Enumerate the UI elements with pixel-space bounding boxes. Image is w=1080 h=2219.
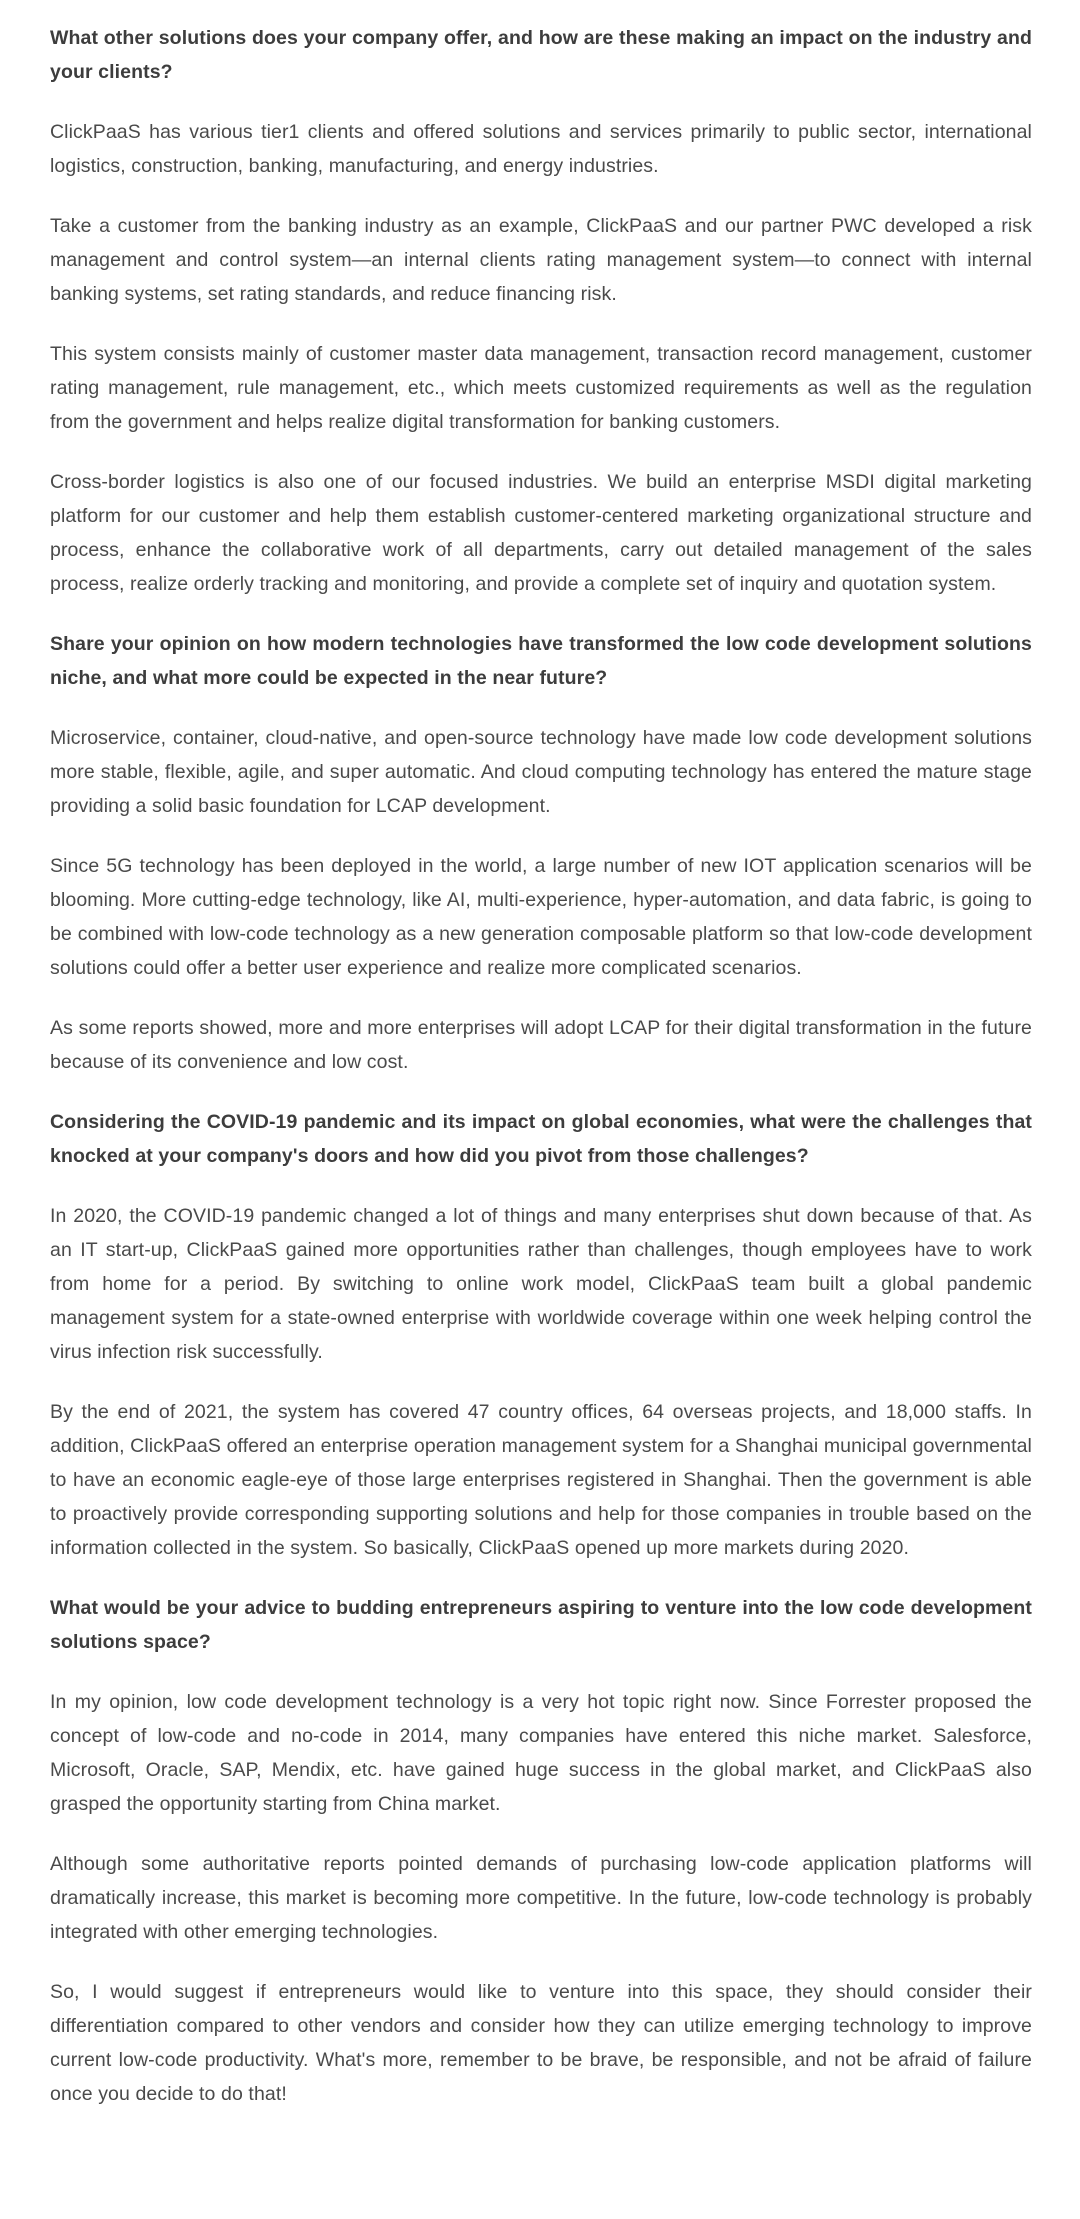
answer-paragraph: This system consists mainly of customer master data management, transaction record management, customer rating management, rule management, etc., which meets customized requirements as well as the regulation from the government and helps realize digital transformation for banking customers. bbox=[50, 343, 1032, 433]
answer-paragraph: Microservice, container, cloud-native, and open-source technology have made low code development solutions more stable, flexible, agile, and super automatic. And cloud computing technology has entered the mature stage providing a solid basic foundation for LCAP development. bbox=[50, 727, 1032, 817]
question-heading: What would be your advice to budding entrepreneurs aspiring to venture into the low code development solutions space? bbox=[50, 1597, 1032, 1653]
question-heading: What other solutions does your company offer, and how are these making an impact on the industry and your clients? bbox=[50, 27, 1032, 83]
answer-paragraph: ClickPaaS has various tier1 clients and offered solutions and services primarily to public sector, international logistics, construction, banking, manufacturing, and energy industries. bbox=[50, 121, 1032, 177]
answer-paragraph: In 2020, the COVID-19 pandemic changed a lot of things and many enterprises shut down because of that. As an IT start-up, ClickPaaS gained more opportunities rather than challenges, though employees have to work from home for a period. By switching to online work model, ClickPaaS team built a global pandemic management system for a state-owned enterprise with worldwide coverage within one week helping control the virus infection risk successfully. bbox=[50, 1205, 1032, 1363]
answer-paragraph: So, I would suggest if entrepreneurs would like to venture into this space, they should consider their differentiation compared to other vendors and consider how they can utilize emerging technology to improve current low-code productivity. What's more, remember to be brave, be responsible, and not be afraid of failure once you decide to do that! bbox=[50, 1981, 1032, 2105]
answer-paragraph: Although some authoritative reports pointed demands of purchasing low-code application platforms will dramatically increase, this market is becoming more competitive. In the future, low-code technology is probably integrated with other emerging technologies. bbox=[50, 1853, 1032, 1943]
question-heading: Considering the COVID-19 pandemic and its impact on global economies, what were the challenges that knocked at your company's doors and how did you pivot from those challenges? bbox=[50, 1111, 1032, 1167]
answer-paragraph: Cross-border logistics is also one of our focused industries. We build an enterprise MSDI digital marketing platform for our customer and help them establish customer-centered marketing organizational structure and process, enhance the collaborative work of all departments, carry out detailed management of the sales process, realize orderly tracking and monitoring, and provide a complete set of inquiry and quotation system. bbox=[50, 471, 1032, 595]
question-heading: Share your opinion on how modern technologies have transformed the low code development solutions niche, and what more could be expected in the near future? bbox=[50, 633, 1032, 689]
answer-paragraph: By the end of 2021, the system has covered 47 country offices, 64 overseas projects, and 18,000 staffs. In addition, ClickPaaS offered an enterprise operation management system for a Shanghai municipal governmental to have an economic eagle-eye of those large enterprises registered in Shanghai. Then the government is able to proactively provide corresponding supporting solutions and help for those companies in trouble based on the information collected in the system. So basically, ClickPaaS opened up more markets during 2020. bbox=[50, 1401, 1032, 1559]
answer-paragraph: As some reports showed, more and more enterprises will adopt LCAP for their digital transformation in the future because of its convenience and low cost. bbox=[50, 1017, 1032, 1073]
answer-paragraph: Take a customer from the banking industry as an example, ClickPaaS and our partner PWC developed a risk management and control system—an internal clients rating management system—to connect with internal banking systems, set rating standards, and reduce financing risk. bbox=[50, 215, 1032, 305]
answer-paragraph: Since 5G technology has been deployed in the world, a large number of new IOT application scenarios will be blooming. More cutting-edge technology, like AI, multi-experience, hyper-automation, and data fabric, is going to be combined with low-code technology as a new generation composable platform so that low-code development solutions could offer a better user experience and realize more complicated scenarios. bbox=[50, 855, 1032, 979]
answer-paragraph: In my opinion, low code development technology is a very hot topic right now. Since Forrester proposed the concept of low-code and no-code in 2014, many companies have entered this niche market. Salesforce, Microsoft, Oracle, SAP, Mendix, etc. have gained huge success in the global market, and ClickPaaS also grasped the opportunity starting from China market. bbox=[50, 1691, 1032, 1815]
